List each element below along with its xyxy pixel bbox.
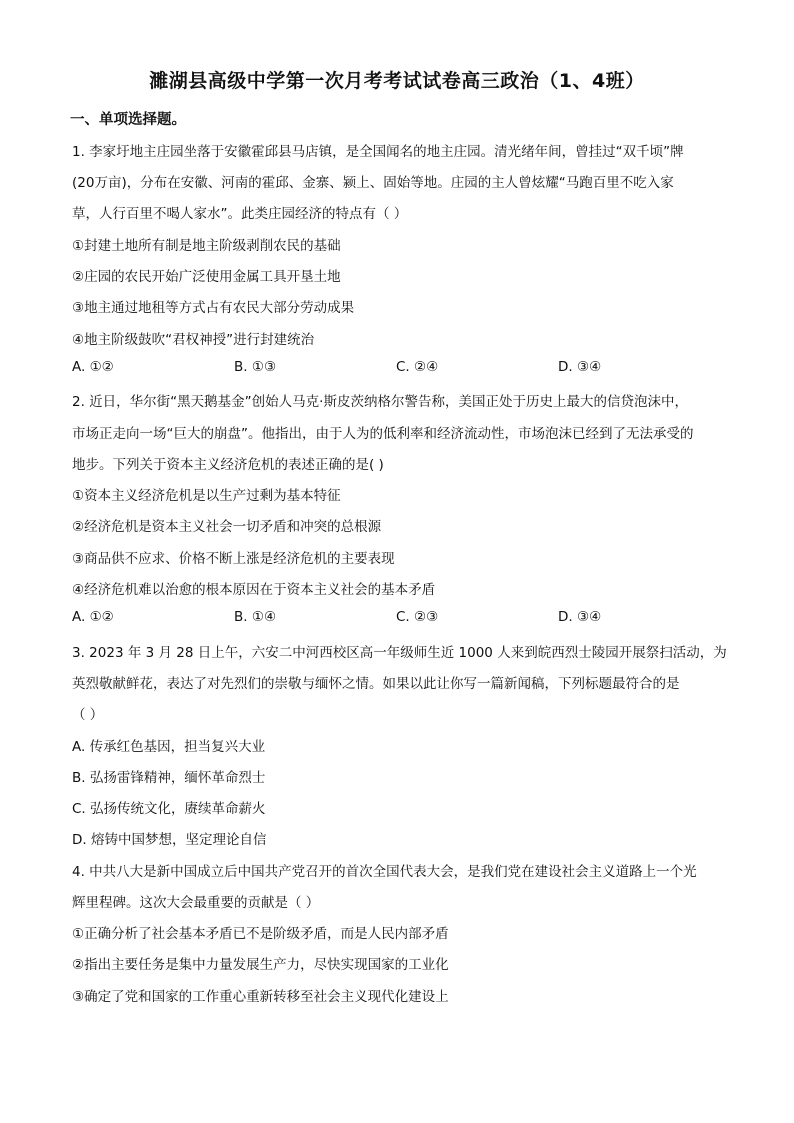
q1-option-b[interactable]: B. ①③ <box>234 359 277 375</box>
q2-line: 市场正走向一场“巨大的崩盘”。他指出，由于人为的低利率和经济流动性，市场泡沫已经到了无法承受的 <box>72 426 694 442</box>
q2-statement: ②经济危机是资本主义社会一切矛盾和冲突的总根源 <box>72 519 382 535</box>
q2-option-a[interactable]: A. ①② <box>72 609 114 625</box>
q4-statement: ②指出主要任务是集中力量发展生产力，尽快实现国家的工业化 <box>72 957 449 973</box>
q2-option-b[interactable]: B. ①④ <box>234 609 277 625</box>
q2-option-c[interactable]: C. ②③ <box>396 609 439 625</box>
q1-option-c[interactable]: C. ②④ <box>396 359 439 375</box>
q1-line: (20万亩)，分布在安徽、河南的霍邱、金寨、颍上、固始等地。庄园的主人曾炫耀“马跑百里不吃入家 <box>72 175 674 191</box>
q4-line: 辉里程碑。这次大会最重要的贡献是（ ） <box>72 895 320 911</box>
q3-line: （ ） <box>72 707 104 723</box>
q1-statement: ②庄园的农民开始广泛使用金属工具开垦土地 <box>72 269 341 285</box>
q4-line: 4. 中共八大是新中国成立后中国共产党召开的首次全国代表大会，是我们党在建设社会主义道路上一个光 <box>72 864 697 880</box>
q1-statement: ④地主阶级鼓吹“君权神授”进行封建统治 <box>72 332 315 348</box>
q2-statement: ③商品供不应求、价格不断上涨是经济危机的主要表现 <box>72 551 395 567</box>
exam-title: 濉湖县高级中学第一次月考考试试卷高三政治（1、4班） <box>149 70 645 92</box>
q1-statement: ①封建土地所有制是地主阶级剥削农民的基础 <box>72 238 341 254</box>
q2-line: 地步。下列关于资本主义经济危机的表述正确的是( ) <box>72 457 384 473</box>
q4-statement: ③确定了党和国家的工作重心重新转移至社会主义现代化建设上 <box>72 989 449 1005</box>
q1-option-d[interactable]: D. ③④ <box>558 359 602 375</box>
q3-option-d[interactable]: D. 熔铸中国梦想，坚定理论自信 <box>72 832 267 848</box>
q3-line: 英烈敬献鲜花，表达了对先烈们的崇敬与缅怀之情。如果以此让你写一篇新闻稿，下列标题最符合的是 <box>72 676 680 692</box>
q3-option-b[interactable]: B. 弘扬雷锋精神，缅怀革命烈士 <box>72 770 266 786</box>
q1-statement: ③地主通过地租等方式占有农民大部分劳动成果 <box>72 300 355 316</box>
q1-line: 1. 李家圩地主庄园坐落于安徽霍邱县马店镇，是全国闻名的地主庄园。清光绪年间，曾挂过“双千顷”牌 <box>72 144 684 160</box>
q3-option-c[interactable]: C. 弘扬传统文化，赓续革命薪火 <box>72 801 266 817</box>
q2-statement: ①资本主义经济危机是以生产过剩为基本特征 <box>72 488 341 504</box>
q2-option-d[interactable]: D. ③④ <box>558 609 602 625</box>
q1-option-a[interactable]: A. ①② <box>72 359 114 375</box>
q2-statement: ④经济危机难以治愈的根本原因在于资本主义社会的基本矛盾 <box>72 582 436 598</box>
q2-line: 2. 近日，华尔街“黑天鹅基金”创始人马克·斯皮茨纳格尔警告称，美国正处于历史上最大的信贷泡沫中， <box>72 394 688 410</box>
q3-option-a[interactable]: A. 传承红色基因，担当复兴大业 <box>72 739 266 755</box>
q3-line: 3. 2023 年 3 月 28 日上午，六安二中河西校区高一年级师生近 1000 人来到皖西烈士陵园开展祭扫活动，为 <box>72 645 727 661</box>
section-heading: 一、单项选择题。 <box>70 112 186 128</box>
q1-line: 草，人行百里不喝人家水”。此类庄园经济的特点有（ ） <box>72 206 408 222</box>
q4-statement: ①正确分析了社会基本矛盾已不是阶级矛盾，而是人民内部矛盾 <box>72 926 449 942</box>
